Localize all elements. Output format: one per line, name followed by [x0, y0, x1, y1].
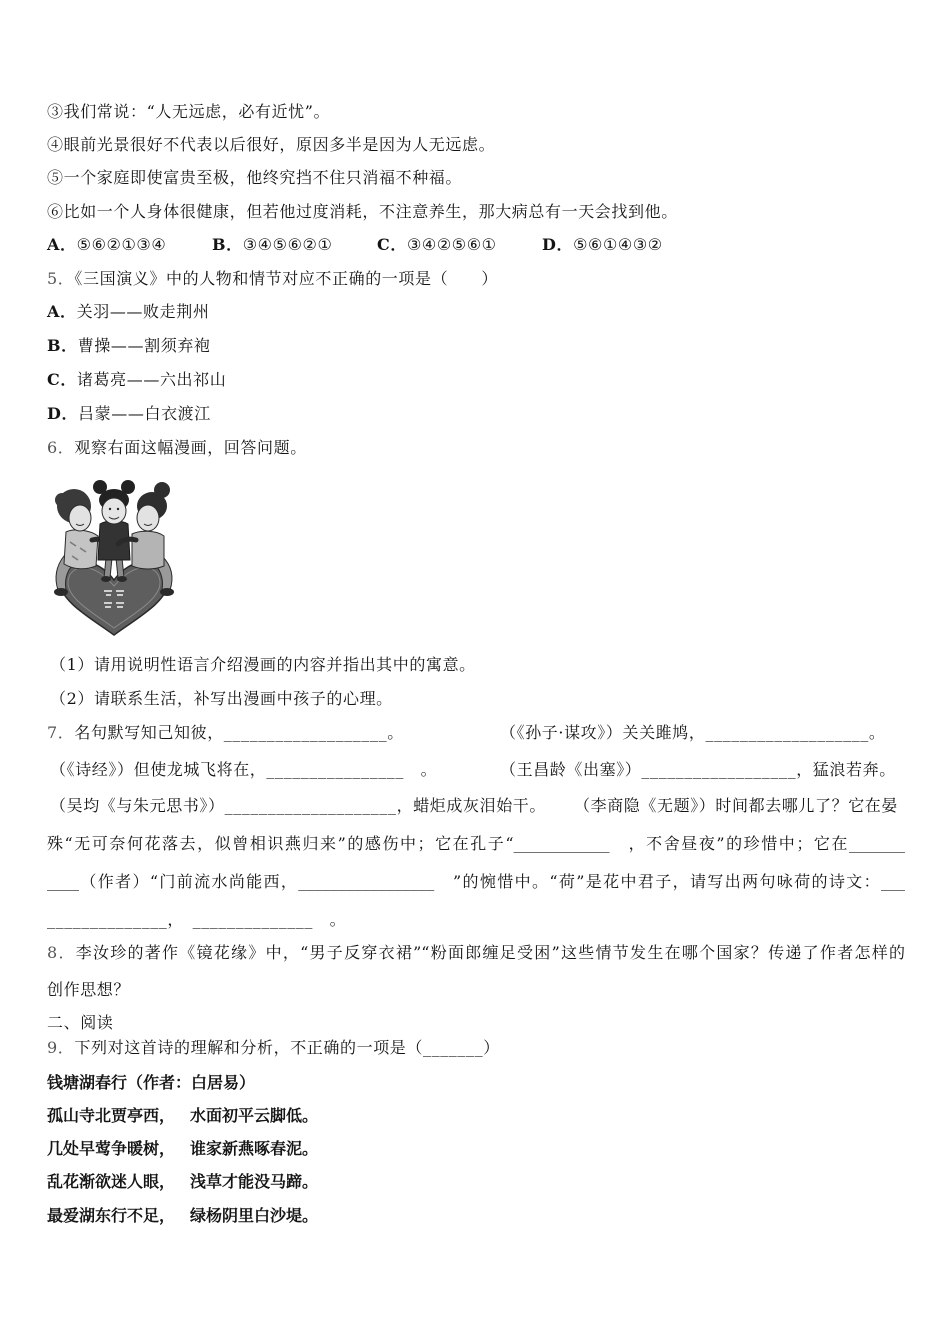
q4-option-d [542, 234, 663, 256]
question-number: 8． [47, 943, 76, 962]
q7-line2-part2: （王昌龄《出塞》）__________________，猛浪若奔。 [500, 760, 896, 779]
q7-line1-part2: （《孙子·谋攻》）关关雎鸠，___________________。 [500, 723, 886, 742]
q4-sentence-5: ⑤一个家庭即使富贵至极，他终究挡不住只消福不种福。 [47, 168, 463, 187]
option-text: 曹操——割须弃袍 [77, 336, 211, 355]
poem-line-first-half: 几处早莺争暖树， [47, 1139, 176, 1158]
poem-line-first-half: 乱花渐欲迷人眼， [47, 1172, 176, 1191]
q7-line3-part1: （吴均《与朱元思书》）____________________，蜡炬成灰泪始干。 [50, 796, 547, 815]
q4-option-a [47, 234, 166, 256]
q5-option-d [47, 403, 211, 425]
poem-line-1 [47, 1105, 367, 1127]
poem-line-2 [47, 1138, 367, 1160]
question-text: 《三国演义》中的人物和情节对应不正确的一项是（ ） [74, 269, 498, 288]
q4-sentence-4: ④眼前光景很好不代表以后很好，原因多半是因为人无远虑。 [47, 135, 496, 154]
question-text: 李汝珍的著作《镜花缘》中，“男子反穿衣裙”“粉面郎缠足受困”这些情节发生在哪个国家？传递了作者怎样的 [75, 943, 905, 962]
cartoon-image [50, 478, 178, 636]
q7-line1-part1 [47, 722, 404, 744]
q6-stem [47, 437, 307, 459]
poem-line-second-half: 绿杨阴里白沙堤。 [190, 1206, 319, 1225]
poem-line-4 [47, 1205, 367, 1227]
heart-shape [60, 561, 168, 635]
poem-line-second-half: 谁家新燕啄春泥。 [190, 1139, 319, 1158]
q4-sentence-6: ⑥比如一个人身体很健康，但若他过度消耗，不注意养生，那大病总有一天会找到他。 [47, 202, 678, 221]
option-letter: A． [47, 302, 77, 321]
option-letter: B． [212, 235, 243, 254]
q4-sentence-3: ③我们常说：“人无远虑，必有近忧”。 [47, 102, 331, 121]
option-letter: D． [542, 235, 574, 254]
q4-options [47, 234, 747, 256]
q4-option-c [377, 234, 497, 256]
poem-line-first-half: 最爱湖东行不足， [47, 1206, 176, 1225]
option-letter: D． [47, 404, 79, 423]
q4-option-b [212, 234, 332, 256]
question-number: 6． [47, 438, 75, 457]
q5-option-b [47, 335, 211, 357]
option-text: ⑤⑥①④③② [573, 235, 663, 254]
option-text: ③④⑤⑥②① [242, 235, 333, 254]
section-heading: 二、阅读 [47, 1013, 114, 1032]
q8-line1 [47, 942, 905, 964]
question-text: 下列对这首诗的理解和分析，不正确的一项是（_______） [74, 1038, 500, 1057]
q5-option-c [47, 369, 226, 391]
q6-sub-question-2: （2）请联系生活，补写出漫画中孩子的心理。 [50, 689, 393, 708]
q7-line6: ______________， ______________ 。 [47, 910, 347, 929]
q7-line2-part1: （《诗经》）但使龙城飞将在，________________ 。 [50, 760, 438, 779]
option-text: ⑤⑥②①③④ [76, 235, 167, 254]
question-number: 7． [47, 723, 75, 742]
poem-line-second-half: 浅草才能没马蹄。 [190, 1172, 319, 1191]
q7-line4: 殊“无可奈何花落去，似曾相识燕归来”的感伤中；它在孔子“____________ ，不舍昼夜”的珍惜中；它在_______ [47, 834, 905, 853]
q7-line5: ____（作者）“门前流水尚能西，_________________ ”的惋惜中。“荷”是花中君子，请写出两句咏荷的诗文：___ [47, 872, 905, 891]
option-letter: A． [47, 235, 77, 254]
question-number: 9． [47, 1038, 75, 1057]
question-text: 名句默写知己知彼，___________________。 [74, 723, 404, 742]
option-text: ③④②⑤⑥① [406, 235, 497, 254]
q5-option-a [47, 301, 209, 323]
q5-stem [47, 268, 498, 290]
poem-line-first-half: 孤山寺北贾亭西， [47, 1106, 176, 1125]
option-text: 吕蒙——白衣渡江 [78, 404, 211, 423]
poem-title: 钱塘湖春行（作者：白居易） [47, 1073, 256, 1092]
option-letter: B． [47, 336, 78, 355]
q6-sub-question-1: （1）请用说明性语言介绍漫画的内容并指出其中的寓意。 [50, 655, 476, 674]
question-text: 观察右面这幅漫画，回答问题。 [74, 438, 307, 457]
q8-line2: 创作思想？ [47, 980, 131, 999]
option-text: 诸葛亮——六出祁山 [76, 370, 227, 389]
q9-stem [47, 1037, 500, 1059]
option-letter: C． [377, 235, 407, 254]
q7-line3-part2: （李商隐《无题》）时间都去哪儿了？它在晏 [574, 796, 899, 815]
option-letter: C． [47, 370, 77, 389]
option-text: 关羽——败走荆州 [76, 302, 210, 321]
poem-line-3 [47, 1171, 367, 1193]
question-number: 5． [47, 269, 75, 288]
poem-line-second-half: 水面初平云脚低。 [190, 1106, 319, 1125]
